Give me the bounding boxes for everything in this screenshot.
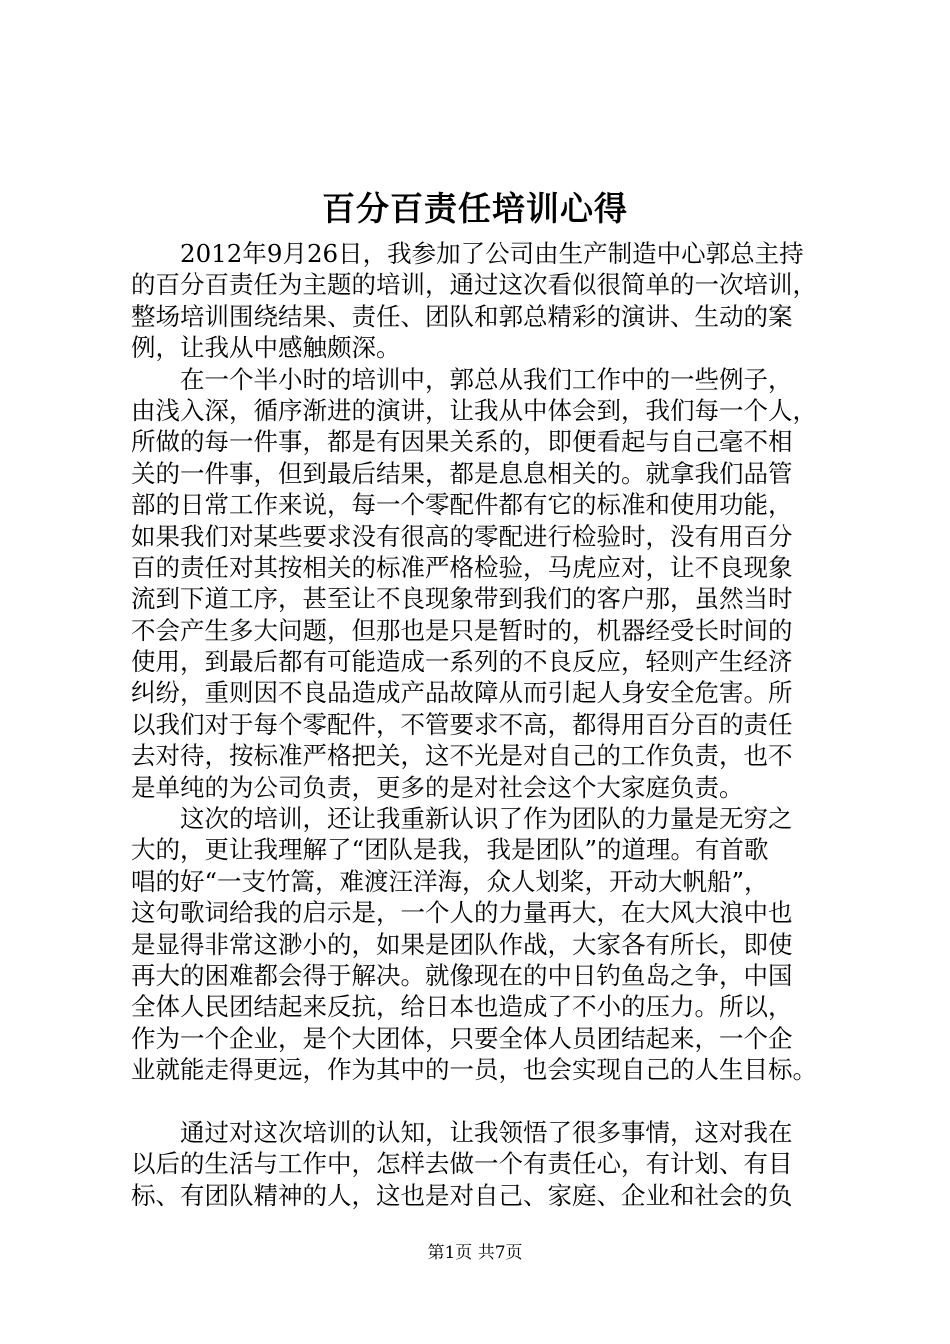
text-line: 的百分百责任为主题的培训，通过这次看似很简单的一次培训， xyxy=(131,270,817,300)
text-line: 流到下道工序，甚至让不良现象带到我们的客户那，虽然当时 xyxy=(131,584,793,614)
text-line: 大的，更让我理解了“团队是我，我是团队”的道理。有首歌 xyxy=(131,835,769,865)
text-line: 2012年9月26日，我参加了公司由生产制造中心郭总主持 xyxy=(180,239,804,268)
text-line: 去对待，按标准严格把关，这不光是对自己的工作负责，也不 xyxy=(131,741,793,771)
text-line: 作为一个企业，是个大团体，只要全体人员团结起来，一个企 xyxy=(131,1023,793,1053)
text-line: 部的日常工作来说，每一个零配件都有它的标准和使用功能， xyxy=(131,490,793,520)
page-number-footer: 第1页 共7页 xyxy=(427,1243,523,1263)
text-line: 纠纷，重则因不良品造成产品故障从而引起人身安全危害。所 xyxy=(131,678,793,708)
text-line: 使用，到最后都有可能造成一系列的不良反应，轻则产生经济 xyxy=(131,647,793,677)
page-title: 百分百责任培训心得 xyxy=(322,189,628,228)
text-line: 例，让我从中感触颇深。 xyxy=(131,333,401,363)
text-line: 通过对这次培训的认知，让我领悟了很多事情，这对我在 xyxy=(180,1117,793,1147)
document-body xyxy=(131,238,851,1211)
text-line: 这句歌词给我的启示是，一个人的力量再大，在大风大浪中也 xyxy=(131,898,793,928)
paragraph-gap xyxy=(131,1086,851,1117)
text-line: 关的一件事，但到最后结果，都是息息相关的。就拿我们品管 xyxy=(131,458,793,488)
text-line: 由浅入深，循序渐进的演讲，让我从中体会到，我们每一个人， xyxy=(131,395,817,425)
text-line: 百的责任对其按相关的标准严格检验，马虎应对，让不良现象 xyxy=(131,552,793,582)
text-line: 如果我们对某些要求没有很高的零配进行检验时，没有用百分 xyxy=(131,521,793,551)
text-line: 不会产生多大问题，但那也是只是暂时的，机器经受长时间的 xyxy=(131,615,793,645)
text-line: 业就能走得更远，作为其中的一员，也会实现自己的人生目标。 xyxy=(131,1055,817,1085)
text-line: 整场培训围绕结果、责任、团队和郭总精彩的演讲、生动的案 xyxy=(131,301,793,331)
text-line: 全体人民团结起来反抗，给日本也造成了不小的压力。所以， xyxy=(131,992,793,1022)
text-line: 唱的好“一支竹篙，难渡汪洋海，众人划桨，开动大帆船”， xyxy=(131,866,769,896)
text-line: 再大的困难都会得于解决。就像现在的中日钓鱼岛之争，中国 xyxy=(131,960,793,990)
text-line: 所做的每一件事，都是有因果关系的，即便看起与自己毫不相 xyxy=(131,427,793,457)
text-line: 在一个半小时的培训中，郭总从我们工作中的一些例子， xyxy=(180,364,793,394)
text-line: 标、有团队精神的人，这也是对自己、家庭、企业和社会的负 xyxy=(131,1180,793,1210)
text-line: 是单纯的为公司负责，更多的是对社会这个大家庭负责。 xyxy=(131,772,744,802)
text-line: 以我们对于每个零配件，不管要求不高，都得用百分百的责任 xyxy=(131,709,793,739)
text-line: 这次的培训，还让我重新认识了作为团队的力量是无穷之 xyxy=(180,804,793,834)
text-line: 以后的生活与工作中，怎样去做一个有责任心，有计划、有目 xyxy=(131,1149,793,1179)
text-line: 是显得非常这渺小的，如果是团队作战，大家各有所长，即使 xyxy=(131,929,793,959)
